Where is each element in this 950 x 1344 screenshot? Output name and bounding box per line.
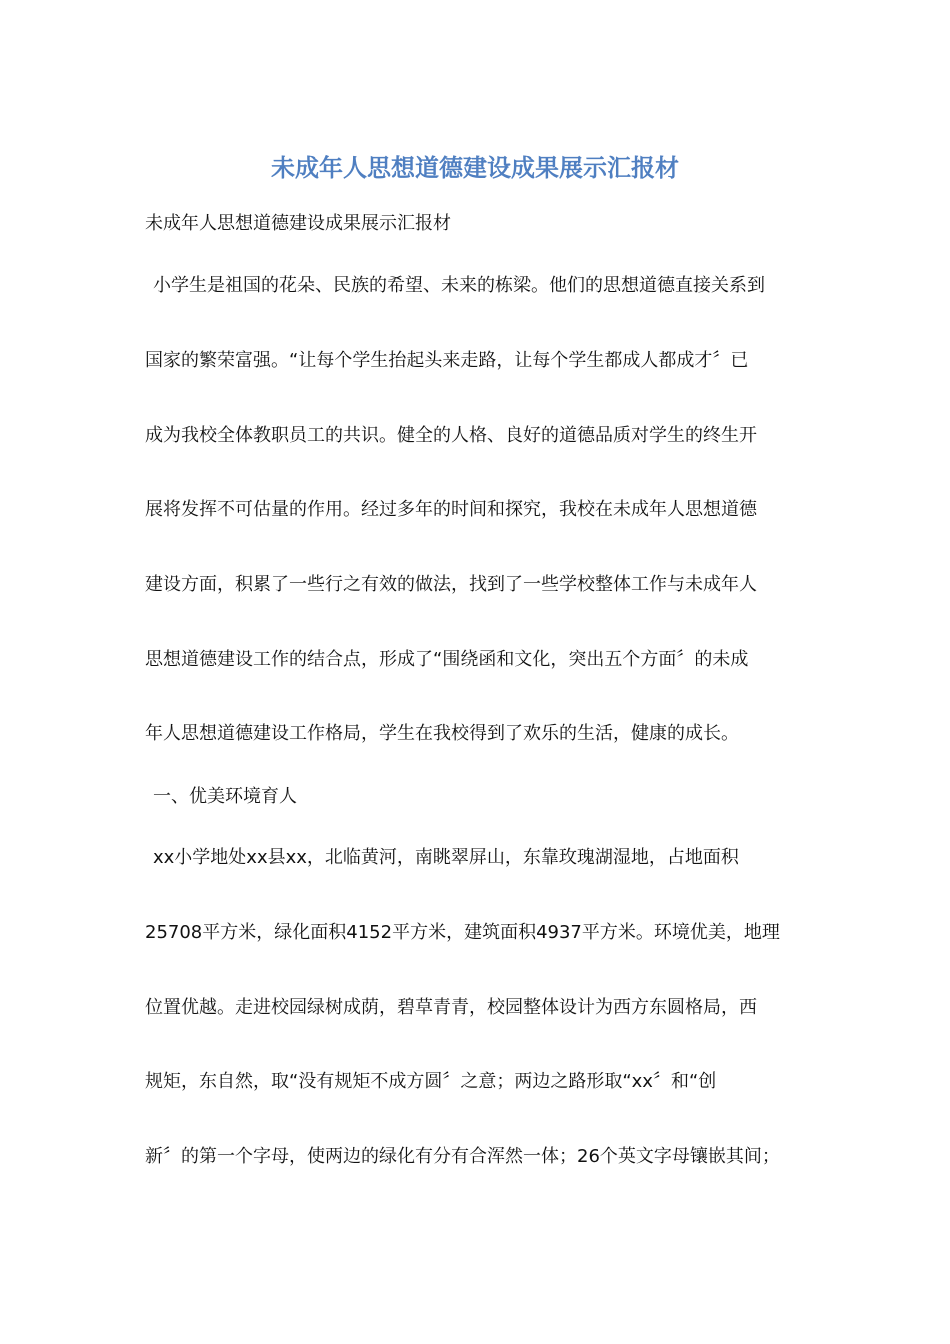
paragraph-2-line-1: xx小学地处xx县xx，北临黄河，南眺翠屏山，东靠玫瑰湖湿地，占地面积 (153, 847, 739, 868)
paragraph-2-line-5: 新〞的第一个字母，使两边的绿化有分有合浑然一体；26个英文字母镶嵌其间； (145, 1146, 780, 1167)
paragraph-1-line-2: 国家的繁荣富强。“让每个学生抬起头来走路，让每个学生都成人都成才〞已 (145, 350, 749, 371)
paragraph-1-line-7: 年人思想道德建设工作格局，学生在我校得到了欢乐的生活，健康的成长。 (145, 723, 739, 744)
paragraph-2-line-3: 位置优越。走进校园绿树成荫，碧草青青，校园整体设计为西方东圆格局，西 (145, 997, 757, 1018)
document-title: 未成年人思想道德建设成果展示汇报材 (271, 153, 679, 182)
paragraph-1-line-3: 成为我校全体教职员工的共识。健全的人格、良好的道德品质对学生的终生开 (145, 425, 757, 446)
paragraph-1-line-5: 建设方面，积累了一些行之有效的做法，找到了一些学校整体工作与未成年人 (145, 574, 757, 595)
paragraph-1-line-4: 展将发挥不可估量的作用。经过多年的时间和探究，我校在未成年人思想道德 (145, 499, 757, 520)
paragraph-2-line-2: 25708平方米，绿化面积4152平方米，建筑面积4937平方米。环境优美，地理 (145, 922, 780, 943)
paragraph-1-line-1: 小学生是祖国的花朵、民族的希望、未来的栋梁。他们的思想道德直接关系到 (153, 275, 765, 296)
paragraph-2-line-4: 规矩，东自然，取“没有规矩不成方圆〞之意；两边之路形取“xx〞和“创 (145, 1071, 717, 1092)
section-1-heading: 一、优美环境育人 (153, 786, 297, 807)
document-subtitle: 未成年人思想道德建设成果展示汇报材 (145, 213, 451, 234)
paragraph-1-line-6: 思想道德建设工作的结合点，形成了“围绕函和文化，突出五个方面〞的未成 (145, 649, 749, 670)
